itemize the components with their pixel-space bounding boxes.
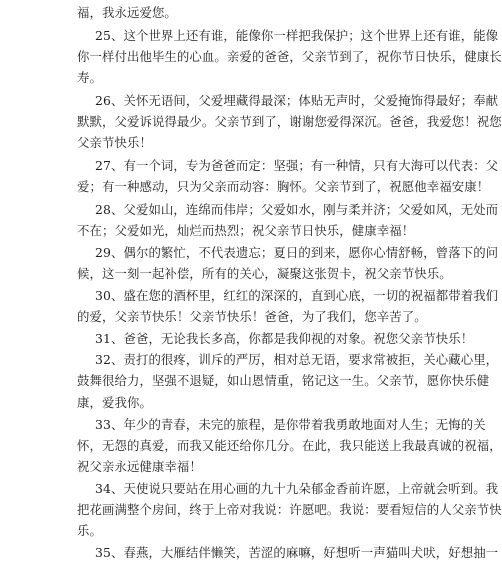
text-line: 寿。 xyxy=(77,70,102,86)
paragraph-28-line-1: 28、父爱如山，连绵而伟岸；父爱如水，刚与柔并济；父爱如风，无处而 xyxy=(95,201,499,217)
text-line: 祝父亲永远健康幸福！ xyxy=(77,458,202,474)
text-line: 鼓舞很给力，坚强不退疑，如山恩情重，铭记这一生。父亲节，愿你快乐健 xyxy=(77,373,490,389)
text-line: 康，爱我你。 xyxy=(77,394,152,410)
paragraph-34-line-1: 34、天使说只要站在用心画的九十九朵郁金香前许愿，上帝就会听到。我 xyxy=(95,480,499,496)
paragraph-31-line-1: 31、爸爸，无论我长多高，你都是我仰视的对象。祝您父亲节快乐！ xyxy=(95,331,474,347)
text-line: 乐。 xyxy=(77,523,102,539)
text-line: 的爱，父亲节快乐！父亲节快乐！爸爸，为了我们，您辛苦了。 xyxy=(77,309,427,325)
paragraph-29-line-1: 29、偶尔的繁忙，不代表遗忘；夏日的到来，愿你心情舒畅，曾落下的问 xyxy=(95,244,499,260)
text-line: 福，我永远爱您。 xyxy=(77,5,177,20)
text-line: 怀，无怨的真爱，而我又能还给你几分。在此，我只能送上我最真诚的祝福， xyxy=(77,437,502,453)
paragraph-26-line-1: 26、关怀无语间，父爱埋藏得最深；体贴无声时，父爱掩饰得最好；奉献 xyxy=(95,92,499,108)
paragraph-35-line-1: 35、春燕，大雁结伴懒笑，苦涩的麻嘛，好想听一声猫叫犬吠，好想抽一 xyxy=(95,545,499,560)
text-line: 默默，父爱诉说得最少。父亲节到了，谢谢您爱得深沉。爸爸，我爱您！祝您 xyxy=(77,113,502,129)
paragraph-27-line-1: 27、有一个词，专为爸爸而定：坚强；有一种情，只有大海可以代表：父 xyxy=(95,157,499,173)
paragraph-25-line-1: 25、这个世界上还有谁，能像你一样把我保护；这个世界上还有谁，能像 xyxy=(95,27,499,43)
text-line: 爱；有一种感动，只为父亲而动容：胸怀。父亲节到了，祝愿他幸福安康！ xyxy=(77,179,490,195)
text-line: 父亲节快乐！ xyxy=(77,135,152,151)
paragraph-33-line-1: 33、年少的青春，未完的旅程，是你带着我勇敢地面对人生；无悔的关 xyxy=(95,416,486,432)
text-line: 把花画满整个房间，终于上帝对我说：许愿吧。我说：要看短信的人父亲节快 xyxy=(77,501,502,517)
text-line: 不在；父爱如光，灿烂而热烈；祝父亲节日快乐，健康幸福！ xyxy=(77,222,415,238)
text-line: 候，这一刻一起补偿，所有的关心，凝聚这张贺卡，祝父亲节快乐。 xyxy=(77,266,452,282)
paragraph-32-line-1: 32、责打的很疼，训斥的严厉，相对总无语，要求常被拒，关心藏心里， xyxy=(95,352,499,368)
paragraph-30-line-1: 30、盛在您的酒杯里，红红的深深的，直到心底，一切的祝福都带着我们 xyxy=(95,288,499,303)
text-line: 你一样付出他毕生的心血。亲爱的爸爸，父亲节到了，祝你节日快乐，健康长 xyxy=(77,48,502,64)
